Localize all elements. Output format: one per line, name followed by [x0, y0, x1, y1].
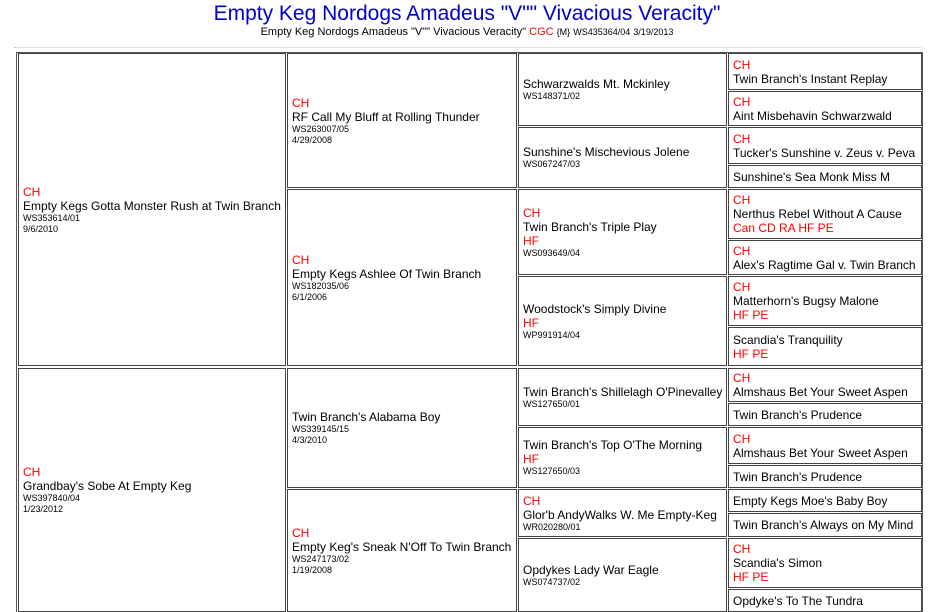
gen3-name: Woodstock's Simply Divine: [523, 301, 667, 316]
gen2-name: Empty Keg's Sneak N'Off To Twin Branch: [292, 539, 512, 554]
gen4-title: CH: [733, 94, 751, 109]
gen3-reg: WS067247/03: [523, 159, 581, 169]
gen4-title: CH: [733, 371, 751, 385]
gen4-name: Opdyke's To The Tundra: [733, 593, 863, 608]
gen3-name: Sunshine's Mischevious Jolene: [523, 145, 690, 159]
gen4-title: CH: [733, 57, 751, 72]
subtitle-dog-name: Empty Keg Nordogs Amadeus "V"" Vivacious Veracity": [260, 26, 527, 38]
dam-reg: WS397840/04: [23, 493, 81, 503]
gen2-reg: WS247173/02: [292, 553, 350, 564]
gen2-reg: WS182035/06: [292, 280, 350, 291]
pedigree-gen4-16[interactable]: [728, 589, 922, 612]
gen3-name: Glor'b AndyWalks W. Me Empty-Keg: [523, 507, 717, 522]
gen4-name: Almshaus Bet Your Sweet Aspen: [733, 445, 908, 460]
gen3-reg: WR020280/01: [523, 521, 581, 532]
pedigree-gen4-2[interactable]: [728, 91, 922, 126]
dam-title: CH: [23, 465, 41, 479]
gen4-title: CH: [733, 193, 751, 207]
pedigree-gen3-5[interactable]: [518, 368, 727, 426]
gen4-name: Almshaus Bet Your Sweet Aspen: [733, 385, 908, 399]
gen4-name: Twin Branch's Instant Replay: [733, 71, 888, 86]
pedigree-dam[interactable]: [18, 368, 286, 612]
pedigree-gen2-1[interactable]: [287, 53, 517, 188]
gen3-reg: WS093649/04: [523, 247, 581, 258]
gen4-title: CH: [733, 431, 751, 446]
gen2-name: Empty Kegs Ashlee Of Twin Branch: [292, 266, 482, 281]
gen2-date: 6/1/2006: [292, 291, 328, 302]
gen3-reg: WS127650/03: [523, 466, 581, 476]
pedigree-gen4-15[interactable]: [728, 538, 922, 588]
gen2-name: RF Call My Bluff at Rolling Thunder: [292, 109, 480, 124]
gen3-reg: WS127650/01: [523, 398, 581, 409]
gen2-title: CH: [292, 252, 310, 267]
gen4-name: Scandia's Simon: [733, 556, 823, 570]
gen4-name: Sunshine's Sea Monk Miss M: [733, 169, 891, 184]
dam-name: Grandbay's Sobe At Empty Keg: [23, 479, 192, 493]
pedigree-gen3-1[interactable]: [518, 53, 727, 126]
pedigree-gen4-11[interactable]: [728, 427, 922, 464]
pedigree-gen4-6[interactable]: [728, 240, 922, 275]
pedigree-gen2-3[interactable]: [287, 368, 517, 488]
subtitle-titles: CGC: [529, 26, 554, 38]
gen4-suffix: Can CD RA HF PE: [733, 221, 834, 235]
pedigree-gen4-1[interactable]: [728, 53, 922, 90]
subtitle-reg: WS435364/04: [573, 27, 631, 37]
subtitle-date: 3/19/2013: [633, 27, 674, 37]
pedigree-gen4-3[interactable]: [728, 127, 922, 164]
gen3-name: Opdykes Lady War Eagle: [523, 562, 659, 577]
gen2-date: 4/29/2008: [292, 134, 333, 145]
page-title: Empty Keg Nordogs Amadeus "V"" Vivacious Veracity": [213, 2, 721, 25]
gen4-name: Scandia's Tranquility: [733, 332, 843, 347]
gen3-reg: WS148371/02: [523, 91, 581, 101]
gen2-name: Twin Branch's Alabama Boy: [292, 410, 441, 424]
pedigree-gen3-7[interactable]: [518, 489, 727, 537]
sire-title: CH: [23, 184, 41, 199]
gen4-title: CH: [733, 131, 751, 146]
pedigree-gen4-14[interactable]: [728, 513, 922, 537]
pedigree-table: [16, 52, 923, 612]
pedigree-gen3-2[interactable]: [518, 127, 727, 188]
gen4-suffix: HF PE: [733, 308, 769, 322]
pedigree-gen4-5[interactable]: [728, 189, 922, 239]
gen2-date: 1/19/2008: [292, 564, 333, 575]
gen3-suffix: HF: [523, 315, 539, 330]
gen3-name: Twin Branch's Triple Play: [523, 219, 657, 234]
gen2-title: CH: [292, 95, 310, 110]
gen3-title: CH: [523, 493, 541, 508]
pedigree-sire[interactable]: [18, 53, 286, 366]
gen3-suffix: HF: [523, 452, 539, 466]
gen4-name: Twin Branch's Always on My Mind: [733, 518, 914, 532]
gen2-date: 4/3/2010: [292, 435, 328, 445]
pedigree-gen3-8[interactable]: [518, 538, 727, 612]
pedigree-gen3-3[interactable]: [518, 189, 727, 275]
gen4-name: Nerthus Rebel Without A Cause: [733, 207, 902, 221]
gen4-title: CH: [733, 243, 751, 258]
gen4-name: Twin Branch's Prudence: [733, 407, 863, 422]
gen2-title: CH: [292, 525, 310, 540]
gen4-name: Alex's Ragtime Gal v. Twin Branch: [733, 257, 916, 272]
gen3-reg: WP991914/04: [523, 329, 581, 340]
gen4-name: Empty Kegs Moe's Baby Boy: [733, 493, 888, 508]
gen4-name: Aint Misbehavin Schwarzwald: [733, 108, 892, 123]
pedigree-gen4-10[interactable]: [728, 403, 922, 426]
gen4-name: Matterhorn's Bugsy Malone: [733, 294, 879, 308]
pedigree-gen4-9[interactable]: [728, 368, 922, 402]
gen3-name: Schwarzwalds Mt. Mckinley: [523, 77, 670, 91]
pedigree-gen2-4[interactable]: [287, 489, 517, 612]
gen3-reg: WS074737/02: [523, 576, 581, 587]
gen4-title: CH: [733, 542, 751, 556]
pedigree-gen3-6[interactable]: [518, 427, 727, 488]
gen4-suffix: HF PE: [733, 570, 769, 584]
gen4-title: CH: [733, 280, 751, 294]
gen3-name: Twin Branch's Shillelagh O'Pinevalley: [523, 384, 723, 399]
pedigree-gen4-8[interactable]: [728, 327, 922, 366]
page-subtitle: [0, 25, 934, 39]
gen4-suffix: HF PE: [733, 346, 769, 361]
gen4-name: Tucker's Sunshine v. Zeus v. Peva: [733, 145, 916, 160]
gen3-name: Twin Branch's Top O'The Morning: [523, 438, 703, 452]
gen3-title: CH: [523, 205, 541, 220]
gen4-name: Twin Branch's Prudence: [733, 469, 863, 484]
pedigree-gen4-12[interactable]: [728, 465, 922, 488]
gen3-suffix: HF: [523, 233, 539, 248]
subtitle-sex: {M}: [556, 27, 571, 37]
pedigree-gen2-2[interactable]: [287, 189, 517, 366]
sire-name: Empty Kegs Gotta Monster Rush at Twin Branch: [23, 198, 281, 213]
pedigree-gen3-4[interactable]: [518, 276, 727, 366]
gen2-reg: WS339145/15: [292, 424, 350, 434]
gen2-reg: WS263007/05: [292, 123, 350, 134]
pedigree-gen4-7[interactable]: [728, 276, 922, 326]
pedigree-gen4-13[interactable]: [728, 489, 922, 512]
sire-reg: WS353614/01: [23, 212, 81, 223]
dam-date: 1/23/2012: [23, 504, 64, 514]
sire-date: 9/6/2010: [23, 223, 59, 234]
header-divider: [14, 47, 922, 48]
pedigree-gen4-4[interactable]: [728, 165, 922, 188]
